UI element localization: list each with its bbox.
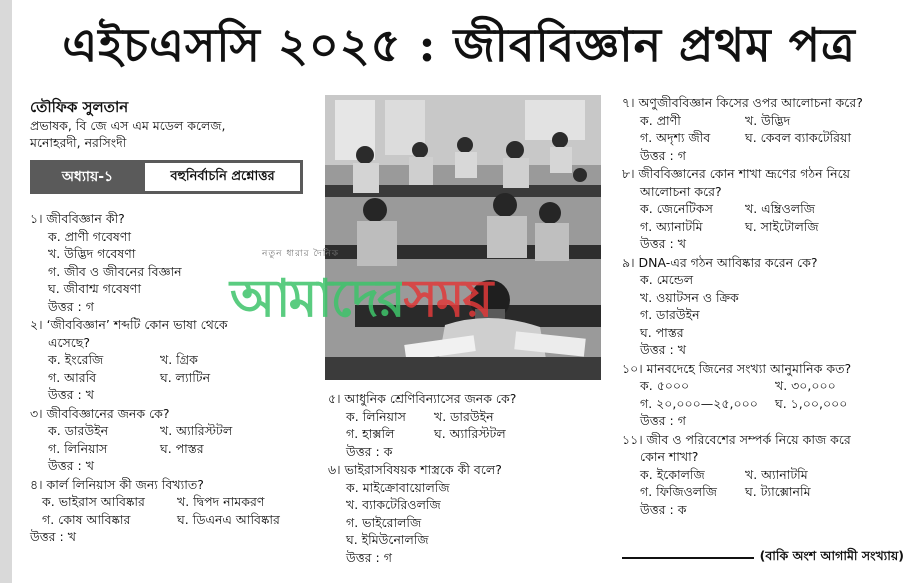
option-pair: [622, 377, 907, 395]
option: খ. ৩০,০০০: [775, 378, 836, 393]
answer: উত্তর : খ: [30, 529, 76, 544]
question-10: [622, 360, 907, 430]
option: খ. গ্রিক: [160, 352, 198, 367]
option: ক. মেন্ডেল: [640, 272, 694, 287]
question-text: ১। জীববিজ্ঞান কী?: [30, 211, 125, 226]
option: খ. উদ্ভিদ: [745, 112, 791, 128]
option: খ. উদ্ভিদ গবেষণা: [48, 246, 136, 261]
question-11: [622, 431, 907, 519]
option: ঘ. পাস্তর: [160, 440, 204, 456]
option: খ. ব্যাকটেরিওলজি: [346, 497, 441, 512]
question-4: [30, 476, 315, 546]
question-text: ৬। ভাইরাসবিষয়ক শাস্ত্রকে কী বলে?: [328, 462, 502, 477]
question-text-continued: এসেছে?: [48, 334, 91, 350]
option: ঘ. ল্যাটিন: [160, 369, 211, 385]
question-text: ৩। জীববিজ্ঞানের জনক কে?: [30, 405, 170, 421]
continuation-note: [622, 548, 904, 568]
answer: উত্তর : ক: [346, 443, 393, 459]
option-pair: [328, 408, 608, 426]
option: ক. জেনেটিকস: [640, 201, 713, 216]
option: ক. ডারউইন: [48, 423, 109, 438]
option: ক. মাইক্রোবায়োলজি: [346, 479, 450, 495]
option-pair: [30, 422, 315, 440]
watermark-brand-part1: আমাদের: [230, 269, 404, 329]
option: গ. আরবি: [48, 369, 97, 385]
watermark-brand-part2: সময়: [403, 269, 492, 329]
answer: উত্তর : গ: [48, 298, 94, 314]
option: ক. লিনিয়াস: [346, 408, 406, 424]
option-pair: [30, 369, 315, 387]
footer-rule: [622, 557, 754, 559]
option: ঘ. জীবাশ্ম গবেষণা: [48, 281, 141, 296]
option: ক. প্রাণী গবেষণা: [48, 228, 132, 244]
option: গ. ফিজিওলজি: [640, 484, 717, 499]
option-pair: [622, 129, 907, 147]
question-text-continued: কোন শাখা?: [640, 449, 699, 464]
watermark-logo: [230, 258, 491, 345]
option: খ. ওয়াটসন ও ক্রিক: [640, 289, 739, 305]
question-text: ৭। অণুজীববিজ্ঞান কিসের ওপর আলোচনা করে?: [622, 95, 863, 110]
option: ঘ. ট্যাক্সোনমি: [745, 484, 811, 499]
answer: উত্তর : গ: [640, 413, 686, 428]
option-pair: [622, 112, 907, 130]
answer: উত্তর : খ: [48, 387, 94, 402]
option: ঘ. কেবল ব্যাকটেরিয়া: [745, 130, 851, 145]
question-text: ৪। কার্ল লিনিয়াস কী জন্য বিখ্যাত?: [30, 476, 204, 492]
option: ঘ. ১,০০,০০০: [775, 395, 848, 411]
option: খ. দ্বিপদ নামকরণ: [177, 494, 265, 509]
option: গ. হাক্সলি: [346, 426, 395, 441]
option-pair: [328, 425, 608, 443]
footer-text: (বাকি অংশ আগামী সংখ্যায়): [759, 548, 904, 563]
question-7: [622, 94, 907, 164]
option: খ. এম্ব্রিওলজি: [745, 201, 815, 216]
answer: উত্তর : খ: [640, 342, 686, 357]
question-text-continued: আলোচনা করে?: [640, 183, 722, 199]
option-pair: [622, 466, 907, 484]
questions-column-middle: [328, 390, 608, 567]
option: গ. ডারউইন: [640, 307, 700, 322]
answer: উত্তর : খ: [640, 236, 686, 251]
option-pair: [622, 200, 907, 218]
option-pair: [622, 483, 907, 501]
answer: উত্তর : গ: [640, 147, 686, 163]
question-8: [622, 165, 907, 253]
option: ঘ. অ্যারিস্টটল: [434, 426, 506, 441]
option-pair: [30, 440, 315, 458]
option: গ. ২০,০০০—২৫,০০০: [640, 395, 758, 411]
answer: উত্তর : গ: [346, 549, 392, 565]
left-margin-strip: [0, 0, 12, 583]
question-9: [622, 254, 907, 359]
option: ক. ইকোলজি: [640, 466, 705, 482]
question-text: ৮। জীববিজ্ঞানের কোন শাখা ভ্রূণের গঠন নিয়ে: [622, 166, 850, 181]
option: গ. জীব ও জীবনের বিজ্ঞান: [48, 263, 182, 279]
option-pair: [30, 511, 315, 529]
designation-line-2: মনোহরদী, নরসিংদী: [30, 135, 127, 150]
chapter-label: অধ্যায়-১: [61, 169, 114, 185]
option: ক. ৫০০০: [640, 378, 690, 393]
option-pair: [622, 218, 907, 236]
option: ক. প্রাণী: [640, 112, 681, 128]
option: ঘ. পাস্তর: [640, 324, 684, 340]
watermark-tagline: নতুন ধারার দৈনিক: [262, 249, 339, 259]
option: গ. অ্যানাটমি: [640, 218, 703, 234]
question-5: [328, 390, 608, 460]
option: ঘ. ডিএনএ আবিষ্কার: [177, 511, 280, 527]
option: খ. ডারউইন: [434, 408, 494, 424]
option: ক. ভাইরাস আবিষ্কার: [42, 494, 145, 509]
question-text: ৯। DNA-এর গঠন আবিষ্কার করেন কে?: [622, 254, 818, 270]
question-text: ১১। জীব ও পরিবেশের সম্পর্ক নিয়ে কাজ করে: [622, 431, 851, 447]
answer: উত্তর : খ: [48, 458, 94, 473]
option-pair: [30, 351, 315, 369]
question-text: ৫। আধুনিক শ্রেণিবিন্যাসের জনক কে?: [328, 391, 517, 406]
author-designation: [30, 117, 300, 151]
page-headline: এইচএসসি ২০২৫ : জীববিজ্ঞান প্রথম পত্র: [62, 18, 856, 72]
question-text: ২। ‘জীববিজ্ঞান’ শব্দটি কোন ভাষা থেকে: [30, 317, 228, 332]
question-6: [328, 461, 608, 566]
topic-label: বহুনির্বাচনি প্রশ্নোত্তর: [145, 163, 300, 191]
option: খ. অ্যারিস্টটল: [160, 423, 233, 438]
answer: উত্তর : ক: [640, 501, 687, 517]
option-pair: [30, 493, 315, 511]
option: গ. ভাইরোলজি: [346, 514, 422, 530]
option: গ. অদৃশ্য জীব: [640, 130, 711, 145]
option: গ. কোষ আবিষ্কার: [42, 511, 131, 527]
option: ক. ইংরেজি: [48, 352, 104, 367]
section-banner: [30, 160, 303, 194]
designation-line-1: প্রভাষক, বি জে এস এম মডেল কলেজ,: [30, 118, 226, 133]
option: ঘ. ইমিউনোলজি: [346, 532, 429, 547]
question-text: ১০। মানবদেহে জিনের সংখ্যা আনুমানিক কত?: [622, 360, 852, 376]
option: খ. অ্যানাটমি: [745, 466, 808, 482]
question-3: [30, 405, 315, 475]
option: গ. লিনিয়াস: [48, 440, 108, 456]
author-name: তৌফিক সুলতান: [30, 98, 129, 116]
questions-column-right: [622, 94, 907, 519]
option: ঘ. সাইটোলজি: [745, 218, 819, 234]
option-pair: [622, 395, 907, 413]
